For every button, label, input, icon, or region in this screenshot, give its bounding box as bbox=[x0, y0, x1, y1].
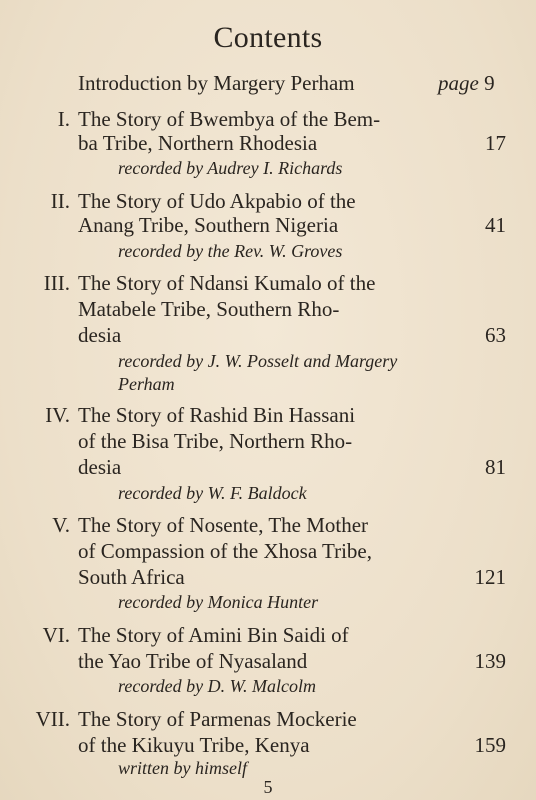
entry-title-line: desia bbox=[78, 455, 122, 479]
entry-title-line: of the Bisa Tribe, Northern Rho- bbox=[78, 429, 353, 453]
entry-title-line: desia bbox=[78, 323, 122, 347]
entry-title-line: of the Kikuyu Tribe, Kenya bbox=[78, 733, 310, 757]
entry-title-line: The Story of Ndansi Kumalo of the bbox=[78, 271, 376, 295]
entry-title-line: The Story of Rashid Bin Hassani bbox=[78, 403, 356, 427]
entry-recorder: recorded by D. W. Malcolm bbox=[118, 676, 316, 696]
entry-page-number: 17 bbox=[485, 131, 506, 155]
entry-number: VI. bbox=[42, 623, 70, 647]
entry-page-number: 81 bbox=[485, 455, 506, 479]
entry-page-number: 139 bbox=[474, 649, 506, 673]
entry-title-line: the Yao Tribe of Nyasaland bbox=[78, 649, 308, 673]
entry-recorder: recorded by J. W. Posselt and Margery bbox=[118, 351, 398, 371]
entry-page-number: 63 bbox=[485, 323, 506, 347]
entry-title-line: The Story of Udo Akpabio of the bbox=[78, 189, 356, 213]
entry-title-line: ba Tribe, Northern Rhodesia bbox=[78, 131, 318, 155]
page-number: 5 bbox=[263, 777, 273, 797]
intro-page-ref bbox=[438, 70, 495, 96]
entry-recorder: recorded by Audrey I. Richards bbox=[118, 158, 343, 178]
entry-recorder: written by himself bbox=[118, 758, 247, 778]
entry-number: I. bbox=[57, 107, 70, 131]
entry-title-line: The Story of Amini Bin Saidi of bbox=[78, 623, 349, 647]
entry-title-line: The Story of Parmenas Mockerie bbox=[78, 707, 357, 731]
entry-title-line: The Story of Nosente, The Mother bbox=[78, 513, 369, 537]
entry-recorder: recorded by Monica Hunter bbox=[118, 592, 319, 612]
page-title: Contents bbox=[213, 21, 323, 54]
entry-title-line: Matabele Tribe, Southern Rho- bbox=[78, 297, 340, 321]
intro-text: Introduction by Margery Perham bbox=[78, 71, 355, 95]
entry-title-line: Anang Tribe, Southern Nigeria bbox=[78, 213, 339, 237]
entry-page-number: 41 bbox=[485, 213, 506, 237]
entry-number: VII. bbox=[35, 707, 70, 731]
entry-number: III. bbox=[43, 271, 70, 295]
entry-number: II. bbox=[50, 189, 70, 213]
entry-title-line: of Compassion of the Xhosa Tribe, bbox=[78, 539, 372, 563]
intro-page-label: page bbox=[438, 71, 479, 95]
entry-title-line: The Story of Bwembya of the Bem- bbox=[78, 107, 381, 131]
entry-number: IV. bbox=[45, 403, 70, 427]
entry-title-line: South Africa bbox=[78, 565, 185, 589]
entry-recorder: recorded by W. F. Baldock bbox=[118, 483, 307, 503]
entry-recorder: recorded by the Rev. W. Groves bbox=[118, 241, 343, 261]
intro-page-number: 9 bbox=[484, 71, 495, 95]
entry-page-number: 159 bbox=[474, 733, 506, 757]
entry-recorder: Perham bbox=[118, 374, 175, 394]
entry-number: V. bbox=[52, 513, 70, 537]
entry-page-number: 121 bbox=[474, 565, 506, 589]
